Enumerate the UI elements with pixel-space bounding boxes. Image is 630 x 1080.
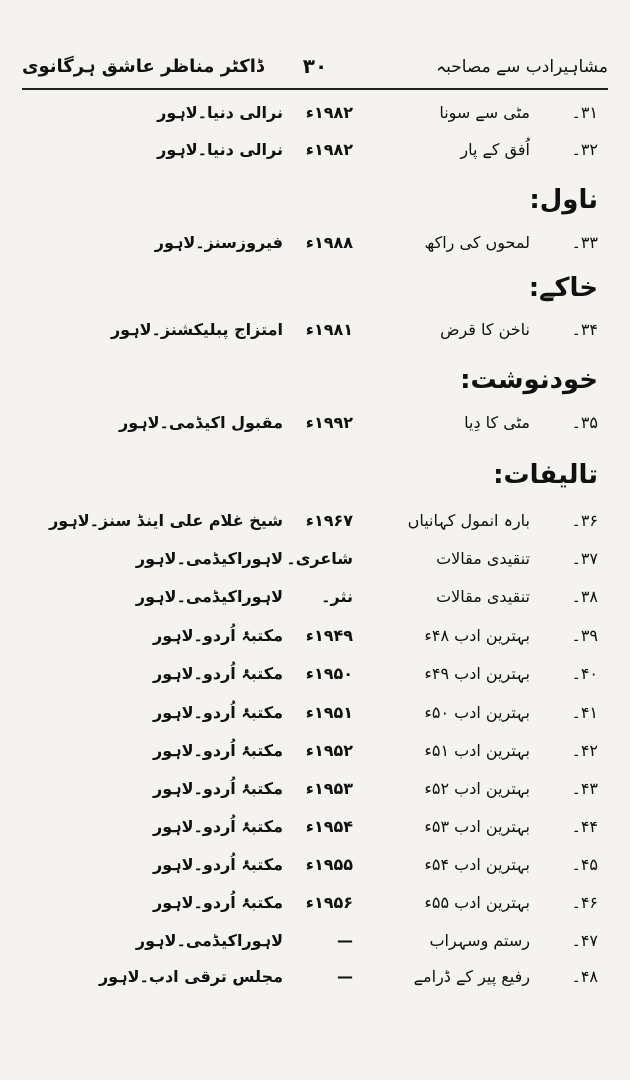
item-year: — bbox=[337, 967, 353, 986]
item-publisher: شیخ غلام علی اینڈ سنز۔لاہور bbox=[49, 511, 283, 530]
item-publisher: مکتبۂ اُردو۔لاہور bbox=[153, 817, 283, 836]
item-number: ۳۸۔ bbox=[571, 587, 598, 606]
item-title: تنقیدی مقالات bbox=[436, 587, 530, 606]
item-year: ۱۹۸۲ء bbox=[305, 103, 353, 122]
section-heading-novel: ناول: bbox=[529, 185, 598, 215]
list-item bbox=[90, 544, 598, 574]
section-heading-compilations: تالیفات: bbox=[493, 460, 598, 490]
list-item bbox=[90, 408, 598, 438]
item-number: ۴۸۔ bbox=[571, 967, 598, 986]
item-year: ۱۹۵۴ء bbox=[305, 817, 353, 836]
item-title: رستم وسہراب bbox=[429, 931, 530, 950]
item-number: ۴۰۔ bbox=[571, 664, 598, 683]
item-publisher: مکتبۂ اُردو۔لاہور bbox=[153, 855, 283, 874]
list-item bbox=[90, 228, 598, 258]
item-number: ۴۱۔ bbox=[571, 703, 598, 722]
item-title: بہترین ادب ۵۴ء bbox=[424, 855, 530, 874]
section-heading-khake: خاکے: bbox=[528, 273, 598, 303]
item-year: نثر۔ bbox=[321, 587, 353, 606]
item-publisher: نرالی دنیا۔لاہور bbox=[157, 140, 283, 159]
item-publisher: امتزاج پبلیکشنز۔لاہور bbox=[110, 320, 283, 339]
item-year: ۱۹۵۵ء bbox=[305, 855, 353, 874]
item-number: ۳۳۔ bbox=[571, 233, 598, 252]
item-publisher: مقبول اکیڈمی۔لاہور bbox=[119, 413, 283, 432]
section-heading-autobiography: خودنوشت: bbox=[460, 365, 598, 395]
item-title: بارہ انمول کہانیاں bbox=[407, 511, 530, 530]
item-title: بہترین ادب ۵۲ء bbox=[424, 779, 530, 798]
list-item bbox=[90, 736, 598, 766]
item-title: لمحوں کی راکھ bbox=[424, 233, 530, 252]
item-year: شاعری۔ bbox=[286, 549, 353, 568]
item-year: ۱۹۴۹ء bbox=[305, 626, 353, 645]
item-title: بہترین ادب ۴۹ء bbox=[424, 664, 530, 683]
item-year: ۱۹۵۶ء bbox=[305, 893, 353, 912]
list-item bbox=[90, 135, 598, 165]
running-header bbox=[22, 52, 608, 90]
list-item bbox=[90, 962, 598, 992]
list-item bbox=[90, 315, 598, 345]
item-title: بہترین ادب ۵۱ء bbox=[424, 741, 530, 760]
item-publisher: مجلس ترقی ادب۔لاہور bbox=[98, 967, 283, 986]
item-number: ۳۱۔ bbox=[571, 103, 598, 122]
item-publisher: لاہوراکیڈمی۔لاہور bbox=[135, 931, 283, 950]
list-item bbox=[90, 98, 598, 128]
item-year: ۱۹۸۱ء bbox=[305, 320, 353, 339]
item-title: بہترین ادب ۵۰ء bbox=[424, 703, 530, 722]
item-number: ۴۵۔ bbox=[571, 855, 598, 874]
item-year: ۱۹۵۳ء bbox=[305, 779, 353, 798]
item-title: بہترین ادب ۵۵ء bbox=[424, 893, 530, 912]
item-title: مٹی سے سونا bbox=[439, 103, 530, 122]
item-title: تنقیدی مقالات bbox=[436, 549, 530, 568]
item-publisher: مکتبۂ اُردو۔لاہور bbox=[153, 664, 283, 683]
item-publisher: مکتبۂ اُردو۔لاہور bbox=[153, 741, 283, 760]
item-title: بہترین ادب ۴۸ء bbox=[424, 626, 530, 645]
list-item bbox=[90, 850, 598, 880]
item-number: ۴۳۔ bbox=[571, 779, 598, 798]
list-item bbox=[90, 926, 598, 956]
list-item bbox=[90, 774, 598, 804]
list-item bbox=[90, 812, 598, 842]
item-number: ۳۷۔ bbox=[571, 549, 598, 568]
item-year: ۱۹۹۲ء bbox=[305, 413, 353, 432]
item-publisher: نرالی دنیا۔لاہور bbox=[157, 103, 283, 122]
item-year: ۱۹۸۸ء bbox=[305, 233, 353, 252]
item-year: ۱۹۵۱ء bbox=[305, 703, 353, 722]
item-title: اُفق کے پار bbox=[460, 140, 530, 159]
list-item bbox=[90, 659, 598, 689]
item-number: ۳۲۔ bbox=[571, 140, 598, 159]
item-year: — bbox=[337, 931, 353, 950]
item-number: ۳۵۔ bbox=[571, 413, 598, 432]
list-item bbox=[90, 582, 598, 612]
item-year: ۱۹۶۷ء bbox=[305, 511, 353, 530]
item-publisher: لاہوراکیڈمی۔لاہور bbox=[135, 549, 283, 568]
item-publisher: لاہوراکیڈمی۔لاہور bbox=[135, 587, 283, 606]
item-publisher: مکتبۂ اُردو۔لاہور bbox=[153, 626, 283, 645]
item-publisher: مکتبۂ اُردو۔لاہور bbox=[153, 893, 283, 912]
item-number: ۳۶۔ bbox=[571, 511, 598, 530]
item-title: بہترین ادب ۵۳ء bbox=[424, 817, 530, 836]
item-publisher: فیروزسنز۔لاہور bbox=[154, 233, 283, 252]
list-item bbox=[49, 506, 598, 536]
item-number: ۴۲۔ bbox=[571, 741, 598, 760]
list-item bbox=[90, 621, 598, 651]
item-title: ناخن کا قرض bbox=[440, 320, 530, 339]
item-title: رفیع پیر کے ڈرامے bbox=[413, 967, 530, 986]
item-year: ۱۹۵۰ء bbox=[305, 664, 353, 683]
item-number: ۴۷۔ bbox=[571, 931, 598, 950]
item-year: ۱۹۵۲ء bbox=[305, 741, 353, 760]
item-number: ۴۶۔ bbox=[571, 893, 598, 912]
list-item bbox=[90, 698, 598, 728]
book-title: مشاہیرادب سے مصاحبہ bbox=[436, 57, 608, 77]
item-title: مٹی کا دِیا bbox=[464, 413, 530, 432]
item-number: ۴۴۔ bbox=[571, 817, 598, 836]
item-publisher: مکتبۂ اُردو۔لاہور bbox=[153, 779, 283, 798]
item-number: ۳۴۔ bbox=[571, 320, 598, 339]
item-number: ۳۹۔ bbox=[571, 626, 598, 645]
item-publisher: مکتبۂ اُردو۔لاہور bbox=[153, 703, 283, 722]
list-item bbox=[90, 888, 598, 918]
author-name: ڈاکٹر مناظر عاشق ہرگانوی bbox=[22, 56, 264, 77]
page-number: ۳۰ bbox=[302, 54, 328, 78]
item-year: ۱۹۸۲ء bbox=[305, 140, 353, 159]
